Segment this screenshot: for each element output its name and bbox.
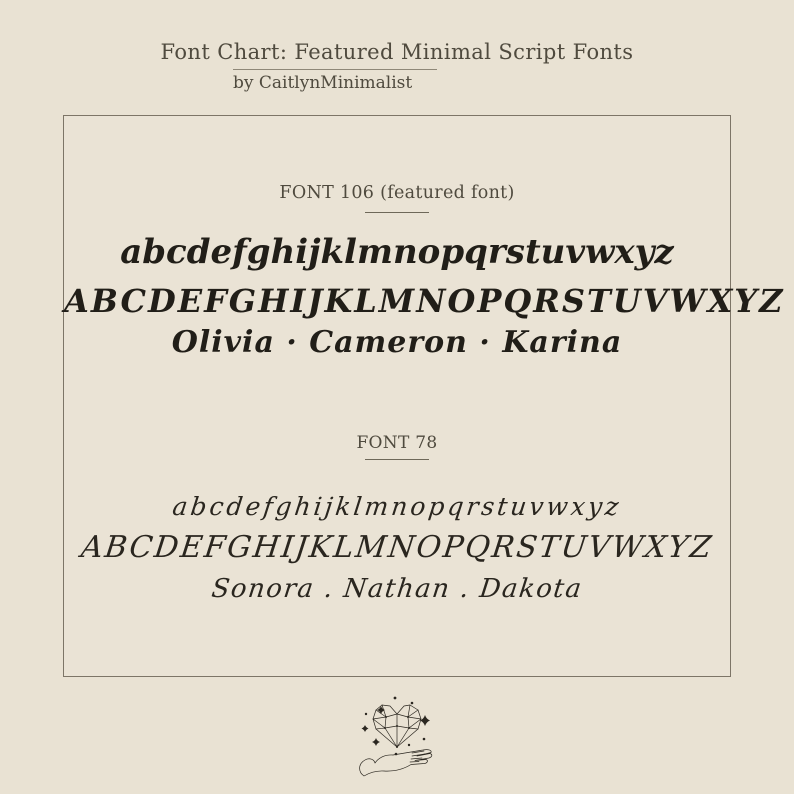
font-78-lowercase-sample: abcdefghijklmnopqrstuvwxyz [170, 492, 624, 521]
font-106-lowercase-sample: abcdefghijklmnopqrstuvwxyz [120, 232, 674, 272]
font-106-divider [365, 212, 429, 213]
font-78-heading: FONT 78 [356, 433, 438, 453]
font-78-name-examples: Sonora . Nathan . Dakota [209, 574, 585, 604]
font-78-divider [365, 459, 429, 460]
font-106-name-examples: Olivia · Cameron · Karina [171, 325, 623, 360]
font-samples-frame [63, 115, 785, 677]
heart-in-hand-logo-icon [352, 694, 444, 786]
font-106-uppercase-sample: ABCDEFGHIJKLMNOPQRSTUVWXYZ [64, 282, 785, 320]
font-106-heading: FONT 106 (featured font) [279, 183, 515, 203]
font-78-uppercase-sample: ABCDEFGHIJKLMNOPQRSTUVWXYZ [79, 530, 716, 565]
page-title: Font Chart: Featured Minimal Script Fonts [160, 40, 634, 64]
byline: by CaitlynMinimalist [233, 73, 413, 93]
title-divider [233, 69, 437, 70]
